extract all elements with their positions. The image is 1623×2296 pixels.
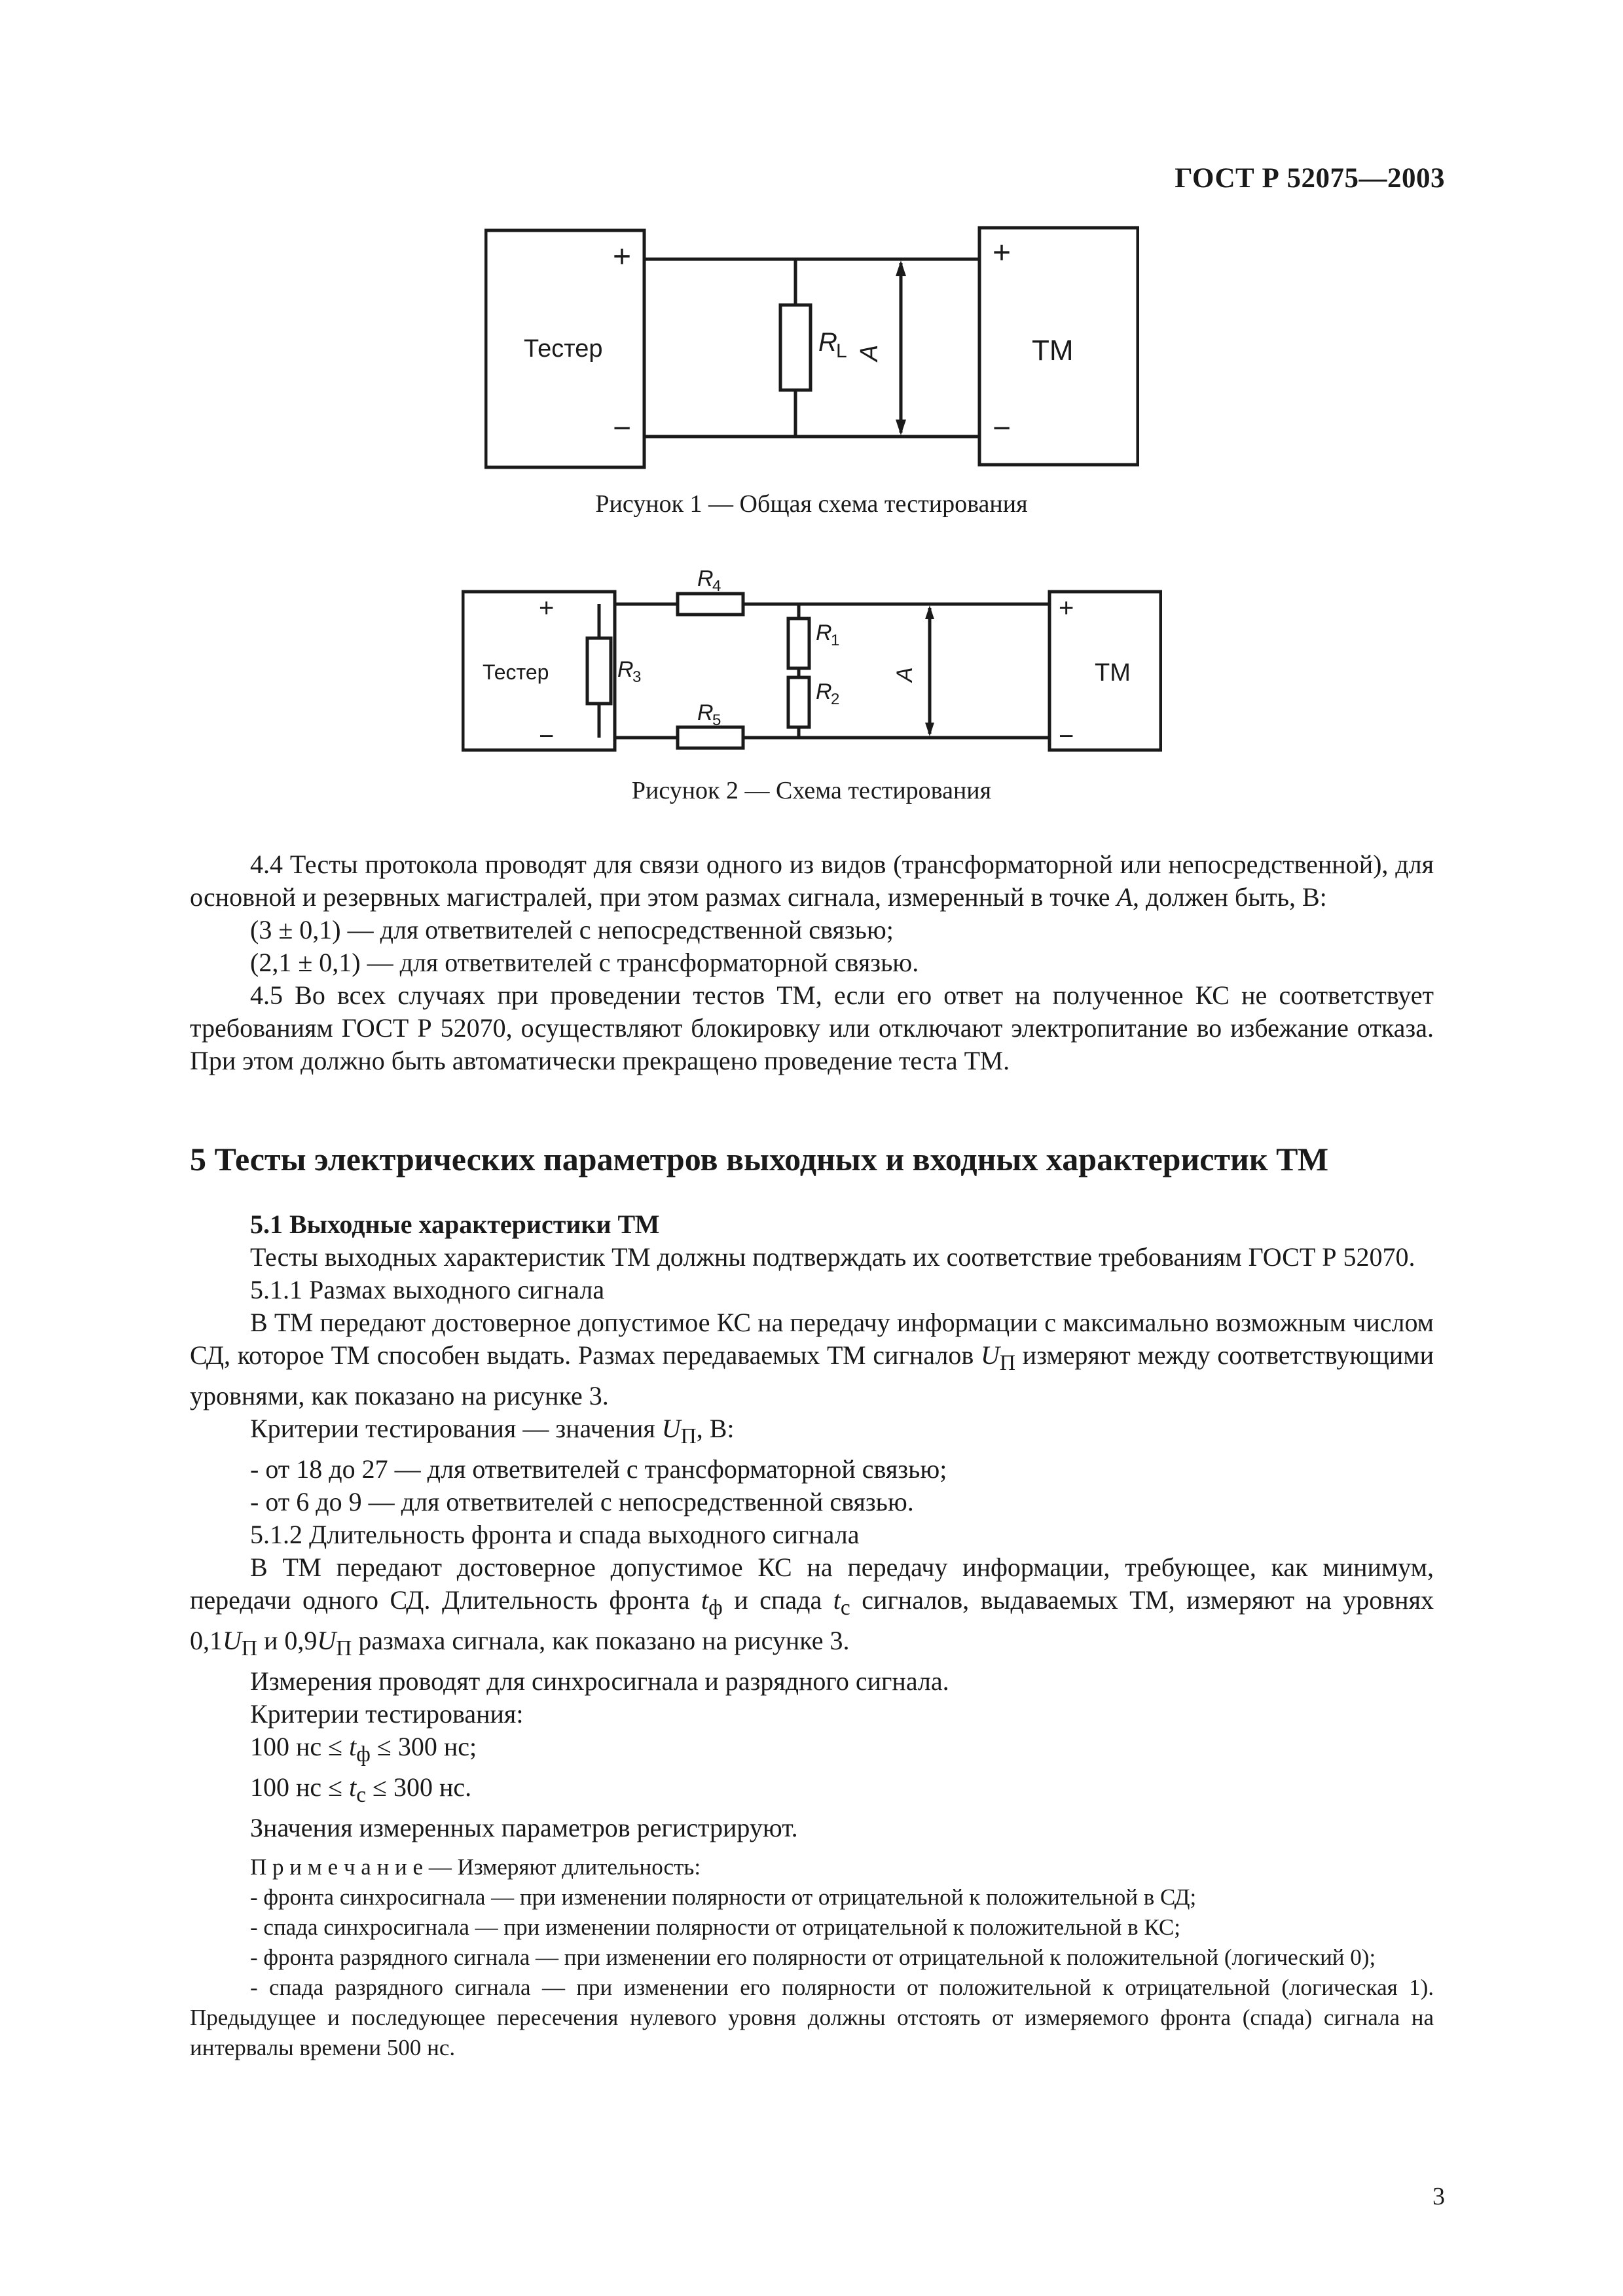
tester2-label: Тестер (482, 660, 549, 684)
tester2-minus: − (538, 722, 554, 751)
paragraph-5-1-1-criteria: Критерии тестирования — значения $U_П$, В: (250, 1414, 735, 1448)
paragraph-measurements: Измерения проводят для синхросигнала и разрядного сигнала. (250, 1666, 949, 1696)
tester-plus: + (612, 240, 631, 274)
paragraph-register: Значения измеренных параметров регистрируют. (250, 1813, 798, 1842)
paragraph-4-4-item-2: (2,1 ± 0,1) — для ответвителей с трансформаторной связью. (250, 948, 919, 977)
paragraph-5-1-1: В ТМ передают достоверное допустимое КС на передачу информации с максимально возможным числом СД, которое ТМ способен выдать. Размах передаваемых ТМ сигналов $U_П$ измеряют между соответствующими уровнями, как показано на рисунке 3. (190, 1308, 1434, 1410)
page-number: 3 (1432, 2183, 1445, 2210)
criterion-tf: 100 нс ≤ $t_ф \le 300$ нс; (250, 1732, 477, 1767)
resistor-r3 (587, 638, 611, 704)
resistor-r5 (678, 727, 743, 748)
point-a2-label: A (892, 667, 917, 682)
r1-label (816, 620, 839, 649)
tm2-minus: − (1058, 722, 1074, 751)
r3-label (617, 657, 641, 686)
figure-2 (0, 564, 1623, 761)
criteria-item-1: - от 18 до 27 — для ответвителей с трансформаторной связью; (250, 1454, 947, 1484)
svg-text:R: R (697, 566, 714, 591)
figure-1-diagram (484, 223, 1139, 484)
figure-2-diagram (462, 564, 1162, 761)
paragraph-5-1-2: В ТМ передают достоверное допустимое КС на передачу информации, требующее, как минимум, передачи одного СД. Длительность фронта $t_ф$ и спада $t_с$ сигналов, выдаваемых ТМ, измеряют на уровнях $0,1U_П$ и $0,9U_П$ размаха сигнала, как показано на рисунке 3. (190, 1552, 1434, 1660)
r4-label (697, 566, 721, 595)
section-4-text (190, 848, 1434, 1077)
svg-text:3: 3 (632, 668, 641, 686)
note-head: П р и м е ч а н и е — Измеряют длительность: (250, 1854, 701, 1880)
svg-text:5: 5 (712, 711, 721, 729)
paragraph-criteria: Критерии тестирования: (250, 1699, 524, 1729)
tester-minus: − (612, 411, 631, 446)
note-item-1: - фронта синхросигнала — при изменении полярности от отрицательной к положительной в СД; (250, 1884, 1197, 1910)
section-5-heading: 5 Тесты электрических параметров выходных и входных характеристик ТМ (190, 1141, 1329, 1177)
criterion-ts: 100 нс ≤ $t_с \le 300$ нс. (250, 1772, 472, 1807)
section-5-text (190, 1208, 1434, 1844)
resistor-sub: L (835, 340, 847, 362)
svg-text:R: R (815, 620, 832, 645)
subsection-5-1-2-title: 5.1.2 Длительность фронта и спада выходного сигнала (250, 1520, 860, 1549)
resistor-label: R (818, 328, 837, 357)
tm-label: ТМ (1031, 334, 1074, 367)
svg-text:R: R (617, 657, 634, 682)
tm-plus: + (992, 236, 1011, 270)
r5-label (697, 700, 721, 729)
document-header: ГОСТ Р 52075—2003 (1175, 163, 1445, 194)
paragraph-4-4: 4.4 Тесты протокола проводят для связи одного из видов (трансформаторной или непосредственной), для основной и резервных магистралей, при этом размах сигнала, измеренный в точке A, должен быть, В: (190, 850, 1434, 912)
criteria-item-2: - от 6 до 9 — для ответвителей с непосредственной связью. (250, 1487, 914, 1516)
resistor-r4 (678, 594, 743, 615)
paragraph-4-5: 4.5 Во всех случаях при проведении тестов ТМ, если его ответ на полученное КС не соответствует требованиям ГОСТ Р 52070, осуществляют блокировку или отключают электропитание во избежание отказа. При этом должно быть автоматически прекращено проведение теста ТМ. (190, 980, 1434, 1075)
note-item-3: - фронта разрядного сигнала — при изменении его полярности от отрицательной к положительной (логический 0); (250, 1945, 1376, 1970)
r2-label (816, 679, 839, 708)
tester-label: Тестер (523, 335, 602, 363)
svg-text:1: 1 (830, 632, 839, 649)
svg-text:R: R (697, 700, 714, 725)
svg-text:4: 4 (712, 577, 721, 595)
resistor-rl (780, 305, 811, 390)
paragraph-4-4-item-1: (3 ± 0,1) — для ответвителей с непосредственной связью; (250, 915, 894, 944)
note-item-4: - спада разрядного сигнала — при изменении его полярности от положительной к отрицательной (логическая 1). Предыдущее и последующее пересечения нулевого уровня должны отстоять от измеряемого фронта (спада) сигнала на интервалы времени 500 нс. (190, 1975, 1434, 2060)
tm2-label: ТМ (1094, 659, 1131, 687)
svg-text:R: R (815, 679, 832, 704)
note-block (190, 1852, 1434, 2063)
tm2-plus: + (1058, 594, 1074, 622)
note-item-2: - спада синхросигнала — при изменении полярности от отрицательной к положительной в КС; (250, 1914, 1180, 1940)
subsection-5-1-1-title: 5.1.1 Размах выходного сигнала (250, 1275, 605, 1304)
tester2-plus: + (538, 594, 554, 622)
svg-text:2: 2 (830, 691, 839, 708)
resistor-r1 (788, 619, 809, 668)
figure-1-caption: Рисунок 1 — Общая схема тестирования (595, 490, 1028, 518)
tm-minus: − (992, 411, 1011, 446)
paragraph-5-1: Тесты выходных характеристик ТМ должны подтверждать их соответствие требованиям ГОСТ Р 52070. (250, 1242, 1415, 1272)
subsection-5-1-heading: 5.1 Выходные характеристики ТМ (250, 1210, 660, 1239)
figure-2-caption: Рисунок 2 — Схема тестирования (631, 777, 992, 804)
resistor-r2 (788, 677, 809, 727)
point-a-label: A (855, 344, 883, 361)
figure-1 (0, 223, 1623, 484)
